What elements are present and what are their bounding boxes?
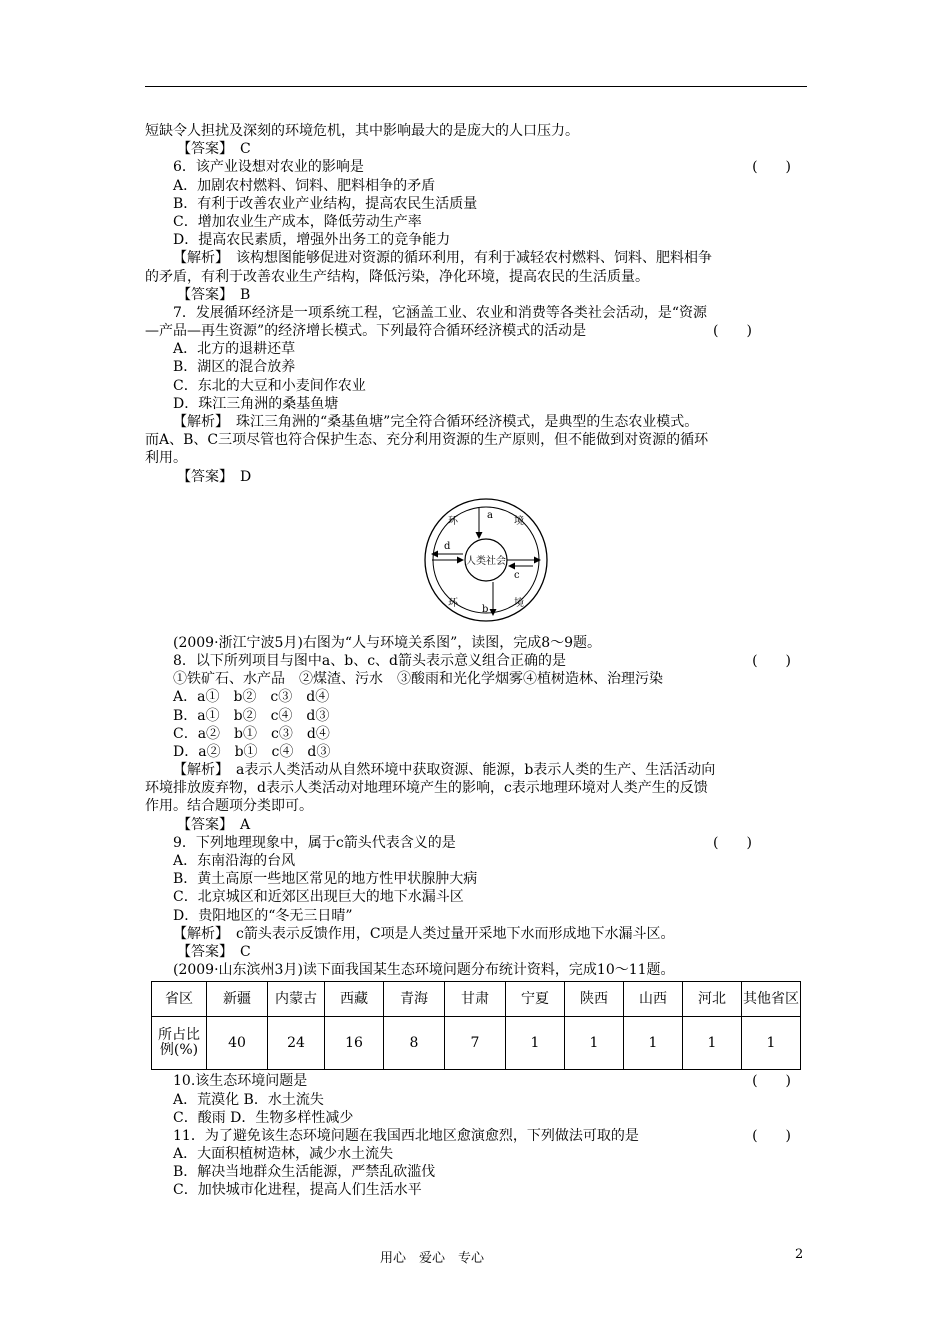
text-line: [145, 231, 807, 249]
text-line: [145, 961, 807, 979]
text-line: [145, 304, 807, 322]
text-line-content: 【答案】 C: [177, 943, 251, 960]
text-line-content: B．解决当地群众生活能源，严禁乱砍滥伐: [173, 1164, 436, 1181]
text-line-content: C．加快城市化进程，提高人们生活水平: [173, 1182, 422, 1199]
table-header-cell: 山西: [624, 982, 683, 1017]
text-line: [145, 322, 807, 340]
human-environment-diagram: [145, 486, 807, 634]
text-line: [145, 140, 807, 158]
table-header-cell: 甘肃: [445, 982, 506, 1017]
table-value-cell: 1: [742, 1017, 801, 1070]
answer-blank: ( ): [713, 834, 752, 851]
text-line-content: C．a② b① c③ d④: [173, 725, 330, 742]
section-questions-8-9: [145, 634, 807, 980]
text-line-content: 而A、B、C三项尽管也符合保护生态、充分利用资源的生产原则，但不能做到对资源的循环: [145, 432, 709, 449]
text-line-content: A．东南沿海的台风: [173, 853, 296, 869]
table-value-cell: 1: [683, 1017, 742, 1070]
table-header-cell: 青海: [384, 982, 445, 1017]
text-line: [145, 395, 807, 413]
arrow-label-b: b: [482, 603, 489, 615]
text-line-content: 【解析】 该构想图能够促进对资源的循环利用，有利于减轻农村燃料、饲料、肥料相争: [173, 250, 712, 267]
table-header-cell: 西藏: [325, 982, 384, 1017]
table-value-cell: 8: [384, 1017, 445, 1070]
text-line: [145, 943, 807, 961]
text-line: [145, 468, 807, 486]
text-line-content: 【解析】 a表示人类活动从自然环境中获取资源、能源，b表示人类的生产、生活活动向: [173, 762, 716, 779]
text-line: [145, 122, 807, 140]
text-line: [145, 1109, 807, 1127]
text-line-content: (2009·山东滨州3月)读下面我国某生态环境问题分布统计资料，完成10～11题。: [173, 962, 675, 979]
text-line-content: B．a① b② c④ d③: [173, 707, 330, 724]
text-line: [145, 907, 807, 925]
text-line-content: 11．为了避免该生态环境问题在我国西北地区愈演愈烈，下列做法可取的是: [173, 1127, 639, 1144]
text-line: [145, 286, 807, 304]
text-line: [145, 195, 807, 213]
center-label: 人类社会: [466, 555, 506, 567]
table-header-cell: 内蒙古: [268, 982, 325, 1017]
text-line-content: A．荒漠化 B．水土流失: [173, 1091, 324, 1108]
answer-blank: ( ): [713, 323, 752, 340]
text-line-content: C．东北的大豆和小麦间作农业: [173, 377, 366, 394]
text-line-content: 8．以下所列项目与图中a、b、c、d箭头表示意义组合正确的是: [173, 652, 567, 669]
text-line: [145, 1181, 807, 1199]
text-line: [145, 1163, 807, 1181]
answer-blank: ( ): [752, 1127, 791, 1144]
answer-blank: ( ): [752, 652, 791, 669]
text-line-content: D．珠江三角洲的桑基鱼塘: [173, 395, 339, 412]
text-line-content: 【解析】 珠江三角洲的“桑基鱼塘”完全符合循环经济模式，是典型的生态农业模式。: [173, 414, 699, 430]
text-line-content: 9．下列地理现象中，属于c箭头代表含义的是: [173, 834, 456, 851]
text-line: [145, 449, 807, 467]
text-line: [145, 177, 807, 195]
text-line: [145, 158, 807, 176]
section-questions-6-7: [145, 122, 807, 486]
text-line-content: 利用。: [145, 450, 187, 467]
arrow-label-d: d: [444, 540, 451, 552]
text-line-content: C．增加农业生产成本，降低劳动生产率: [173, 213, 422, 230]
text-line-content: D．提高农民素质，增强外出务工的竞争能力: [173, 232, 451, 249]
text-line: [145, 779, 807, 797]
text-line: [145, 707, 807, 725]
text-line-content: 【解析】 c箭头表示反馈作用，C项是人类过量开采地下水而形成地下水漏斗区。: [173, 925, 675, 942]
text-line: [145, 652, 807, 670]
text-line: [145, 725, 807, 743]
text-line-content: 7．发展循环经济是一项系统工程，它涵盖工业、农业和消费等各类社会活动，是“资源: [173, 304, 708, 321]
table-value-cell: 1: [506, 1017, 565, 1070]
table-header-cell: 其他省区: [742, 982, 801, 1017]
table-value-cell: 40: [207, 1017, 268, 1070]
text-line-content: 6．该产业设想对农业的影响是: [173, 159, 364, 176]
table-header-cell: 省区: [152, 982, 207, 1017]
text-line-content: B．黄土高原一些地区常见的地方性甲状腺肿大病: [173, 871, 478, 888]
text-line-content: A．大面积植树造林，减少水土流失: [173, 1146, 394, 1163]
env-label-bl: 环: [448, 597, 458, 609]
text-line-content: 【答案】 B: [177, 286, 251, 303]
text-line-content: —产品—再生资源”的经济增长模式。下列最符合循环经济模式的活动是: [145, 323, 587, 340]
table-header-cell: 陕西: [565, 982, 624, 1017]
arrow-label-c: c: [514, 569, 520, 581]
text-line: [145, 797, 807, 815]
text-line: [145, 213, 807, 231]
text-line: [145, 670, 807, 688]
text-line-content: 【答案】 C: [177, 141, 251, 158]
text-line: [145, 834, 807, 852]
text-line-content: 短缺令人担扰及深刻的环境危机，其中影响最大的是庞大的人口压力。: [145, 123, 579, 139]
text-line: [145, 377, 807, 395]
text-line: [145, 870, 807, 888]
text-line-content: A．a① b② c③ d④: [173, 689, 330, 706]
table-value-cell: 16: [325, 1017, 384, 1070]
page-number: 2: [795, 1247, 804, 1262]
text-line-content: 作用。结合题项分类即可。: [145, 798, 313, 815]
text-line: [145, 634, 807, 652]
page-content: [145, 122, 807, 1200]
text-line-content: ①铁矿石、水产品 ②煤渣、污水 ③酸雨和光化学烟雾④植树造林、治理污染: [173, 671, 663, 688]
answer-blank: ( ): [752, 1073, 791, 1090]
table-header-cell: 河北: [683, 982, 742, 1017]
text-line: [145, 431, 807, 449]
text-line: [145, 852, 807, 870]
text-line: [145, 413, 807, 431]
env-label-tl: 环: [448, 515, 458, 527]
text-line: [145, 1072, 807, 1090]
table-row-label: 所占比例(%): [152, 1017, 207, 1070]
text-line: [145, 340, 807, 358]
env-label-br: 境: [514, 597, 524, 609]
text-line-content: 【答案】 D: [177, 468, 252, 485]
table-value-cell: 7: [445, 1017, 506, 1070]
text-line: [145, 1091, 807, 1109]
text-line-content: 的矛盾，有利于改善农业生产结构，降低污染，净化环境，提高农民的生活质量。: [145, 268, 649, 285]
text-line-content: 【答案】 A: [177, 816, 251, 833]
env-label-tr: 境: [514, 515, 524, 527]
text-line: [145, 925, 807, 943]
table-value-cell: 1: [565, 1017, 624, 1070]
text-line: [145, 743, 807, 761]
text-line-content: D．贵阳地区的“冬无三日晴”: [173, 907, 353, 924]
table-header-cell: 宁夏: [506, 982, 565, 1017]
text-line: [145, 1127, 807, 1145]
text-line-content: C．酸雨 D．生物多样性减少: [173, 1109, 354, 1126]
text-line: [145, 268, 807, 286]
text-line: [145, 888, 807, 906]
text-line: [145, 761, 807, 779]
footer-text: 用心 爱心 专心: [380, 1251, 485, 1266]
text-line-content: B．湖区的混合放养: [173, 359, 296, 376]
section-questions-10-11: [145, 1072, 807, 1199]
text-line: [145, 1145, 807, 1163]
text-line-content: 环境排放废弃物，d表示人类活动对地理环境产生的影响，c表示地理环境对人类产生的反馈: [145, 780, 708, 797]
text-line: [145, 816, 807, 834]
table-header-row: [152, 982, 801, 1017]
text-line: [145, 358, 807, 376]
statistics-table: [151, 981, 801, 1070]
text-line: [145, 688, 807, 706]
table-value-row: [152, 1017, 801, 1070]
header-rule: [145, 86, 807, 87]
diagram-svg: [423, 494, 549, 626]
table-value-cell: 24: [268, 1017, 325, 1070]
text-line-content: D．a② b① c④ d③: [173, 743, 331, 760]
answer-blank: ( ): [752, 159, 791, 176]
text-line-content: A．加剧农村燃料、饲料、肥料相争的矛盾: [173, 177, 436, 194]
text-line-content: A．北方的退耕还草: [173, 341, 296, 358]
table-header-cell: 新疆: [207, 982, 268, 1017]
text-line-content: (2009·浙江宁波5月)右图为“人与环境关系图”，读图，完成8～9题。: [173, 634, 602, 651]
text-line-content: C．北京城区和近郊区出现巨大的地下水漏斗区: [173, 889, 464, 906]
text-line: [145, 249, 807, 267]
text-line-content: 10.该生态环境问题是: [173, 1073, 308, 1090]
arrow-label-a: a: [487, 509, 493, 521]
table-value-cell: 1: [624, 1017, 683, 1070]
text-line-content: B．有利于改善农业产业结构，提高农民生活质量: [173, 195, 478, 212]
